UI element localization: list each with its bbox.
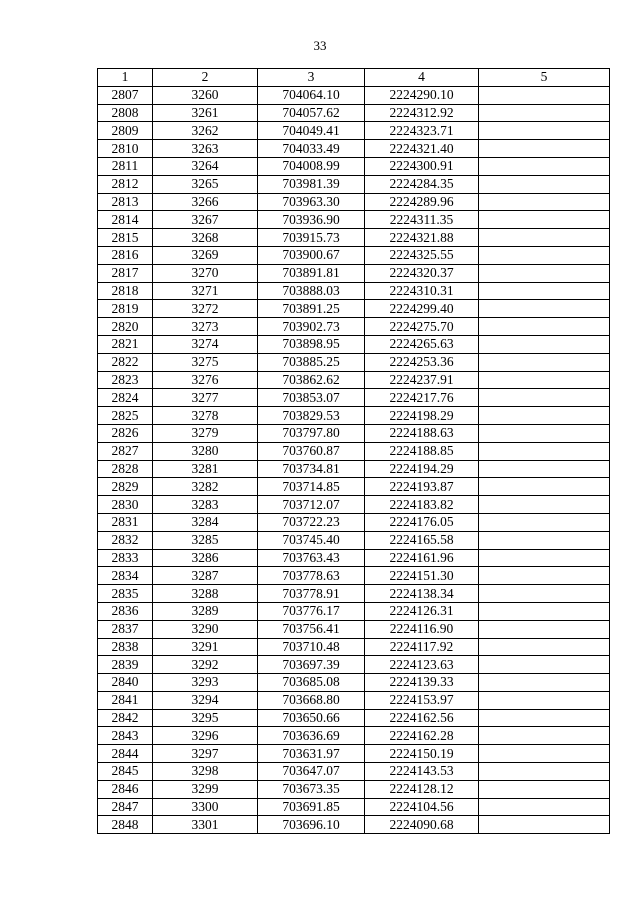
table-cell-col-5 (479, 175, 610, 193)
table-row (98, 282, 610, 300)
table-cell-col-4: 2224104.56 (365, 798, 479, 816)
table-cell-col-3: 703853.07 (258, 389, 365, 407)
table-cell-col-2: 3280 (153, 442, 258, 460)
table-row (98, 335, 610, 353)
table-cell-col-4: 2224188.63 (365, 424, 479, 442)
table-cell-col-3: 703685.08 (258, 674, 365, 692)
table-cell-col-1: 2820 (98, 318, 153, 336)
table-cell-col-5 (479, 745, 610, 763)
table-row (98, 602, 610, 620)
table-cell-col-1: 2828 (98, 460, 153, 478)
table-cell-col-2: 3288 (153, 585, 258, 603)
table-cell-col-4: 2224194.29 (365, 460, 479, 478)
table-row (98, 193, 610, 211)
table-row (98, 549, 610, 567)
table-cell-col-5 (479, 602, 610, 620)
table-cell-col-4: 2224161.96 (365, 549, 479, 567)
table-cell-col-1: 2845 (98, 763, 153, 781)
table-cell-col-3: 704033.49 (258, 140, 365, 158)
table-cell-col-2: 3298 (153, 763, 258, 781)
table-cell-col-3: 703745.40 (258, 531, 365, 549)
table-cell-col-3: 703891.81 (258, 264, 365, 282)
table-cell-col-1: 2827 (98, 442, 153, 460)
table-cell-col-4: 2224165.58 (365, 531, 479, 549)
table-cell-col-2: 3273 (153, 318, 258, 336)
table-cell-col-4: 2224290.10 (365, 86, 479, 104)
table-row (98, 407, 610, 425)
table-cell-col-1: 2842 (98, 709, 153, 727)
table-cell-col-5 (479, 424, 610, 442)
table-cell-col-5 (479, 389, 610, 407)
table-cell-col-4: 2224311.35 (365, 211, 479, 229)
table-cell-col-5 (479, 246, 610, 264)
table-cell-col-4: 2224312.92 (365, 104, 479, 122)
table-cell-col-4: 2224284.35 (365, 175, 479, 193)
table-cell-col-1: 2838 (98, 638, 153, 656)
table-row (98, 763, 610, 781)
table-cell-col-1: 2824 (98, 389, 153, 407)
table-cell-col-3: 703829.53 (258, 407, 365, 425)
table-cell-col-5 (479, 86, 610, 104)
table-cell-col-5 (479, 157, 610, 175)
table-cell-col-2: 3294 (153, 691, 258, 709)
table-cell-col-5 (479, 407, 610, 425)
table-cell-col-4: 2224176.05 (365, 513, 479, 531)
table-cell-col-4: 2224128.12 (365, 780, 479, 798)
table-cell-col-3: 703778.63 (258, 567, 365, 585)
table-cell-col-3: 703734.81 (258, 460, 365, 478)
table-cell-col-5 (479, 816, 610, 834)
table-cell-col-3: 703636.69 (258, 727, 365, 745)
table-cell-col-2: 3270 (153, 264, 258, 282)
table-cell-col-5 (479, 318, 610, 336)
table-cell-col-4: 2224310.31 (365, 282, 479, 300)
table-cell-col-1: 2832 (98, 531, 153, 549)
column-header-4: 4 (365, 69, 479, 87)
table-cell-col-3: 703673.35 (258, 780, 365, 798)
table-cell-col-5 (479, 691, 610, 709)
table-cell-col-2: 3300 (153, 798, 258, 816)
table-cell-col-5 (479, 727, 610, 745)
table-cell-col-2: 3276 (153, 371, 258, 389)
table-cell-col-5 (479, 335, 610, 353)
table-cell-col-1: 2848 (98, 816, 153, 834)
table-cell-col-2: 3290 (153, 620, 258, 638)
table-cell-col-2: 3268 (153, 229, 258, 247)
table-row (98, 780, 610, 798)
table-row (98, 371, 610, 389)
table-cell-col-3: 703756.41 (258, 620, 365, 638)
table-cell-col-5 (479, 264, 610, 282)
table-cell-col-1: 2843 (98, 727, 153, 745)
table-cell-col-5 (479, 674, 610, 692)
table-cell-col-4: 2224299.40 (365, 300, 479, 318)
table-cell-col-3: 703778.91 (258, 585, 365, 603)
table-cell-col-3: 703712.07 (258, 496, 365, 514)
table-cell-col-1: 2833 (98, 549, 153, 567)
table-row (98, 264, 610, 282)
table-cell-col-4: 2224321.40 (365, 140, 479, 158)
table-cell-col-3: 703696.10 (258, 816, 365, 834)
table-cell-col-5 (479, 549, 610, 567)
table-cell-col-1: 2839 (98, 656, 153, 674)
table-row (98, 816, 610, 834)
table-row (98, 585, 610, 603)
table-row (98, 140, 610, 158)
table-cell-col-1: 2818 (98, 282, 153, 300)
table-cell-col-4: 2224138.34 (365, 585, 479, 603)
table-cell-col-1: 2844 (98, 745, 153, 763)
table-cell-col-4: 2224188.85 (365, 442, 479, 460)
table-cell-col-2: 3269 (153, 246, 258, 264)
table-cell-col-3: 703862.62 (258, 371, 365, 389)
table-cell-col-4: 2224183.82 (365, 496, 479, 514)
table-cell-col-5 (479, 567, 610, 585)
table-cell-col-4: 2224321.88 (365, 229, 479, 247)
table-row (98, 389, 610, 407)
table-cell-col-4: 2224289.96 (365, 193, 479, 211)
table-cell-col-2: 3299 (153, 780, 258, 798)
table-row (98, 86, 610, 104)
table-cell-col-1: 2825 (98, 407, 153, 425)
table-cell-col-1: 2813 (98, 193, 153, 211)
table-cell-col-4: 2224117.92 (365, 638, 479, 656)
table-cell-col-2: 3293 (153, 674, 258, 692)
table-cell-col-3: 703714.85 (258, 478, 365, 496)
table-cell-col-5 (479, 620, 610, 638)
table-cell-col-4: 2224325.55 (365, 246, 479, 264)
table-cell-col-2: 3297 (153, 745, 258, 763)
table-row (98, 300, 610, 318)
table-cell-col-3: 703763.43 (258, 549, 365, 567)
table-cell-col-2: 3275 (153, 353, 258, 371)
table-cell-col-1: 2826 (98, 424, 153, 442)
table-cell-col-1: 2830 (98, 496, 153, 514)
table-cell-col-5 (479, 193, 610, 211)
table-cell-col-3: 703902.73 (258, 318, 365, 336)
table-cell-col-4: 2224193.87 (365, 478, 479, 496)
table-cell-col-2: 3274 (153, 335, 258, 353)
table-row (98, 709, 610, 727)
table-cell-col-1: 2819 (98, 300, 153, 318)
table-cell-col-5 (479, 798, 610, 816)
table-cell-col-1: 2823 (98, 371, 153, 389)
column-header-2: 2 (153, 69, 258, 87)
table-cell-col-5 (479, 763, 610, 781)
table-cell-col-2: 3266 (153, 193, 258, 211)
page-number: 33 (313, 38, 327, 53)
table-cell-col-1: 2835 (98, 585, 153, 603)
table-cell-col-5 (479, 282, 610, 300)
table-cell-col-4: 2224139.33 (365, 674, 479, 692)
table-row (98, 496, 610, 514)
table-cell-col-5 (479, 656, 610, 674)
table-cell-col-4: 2224090.68 (365, 816, 479, 834)
table-cell-col-3: 704008.99 (258, 157, 365, 175)
table-cell-col-3: 703710.48 (258, 638, 365, 656)
table-row (98, 104, 610, 122)
table-cell-col-3: 703891.25 (258, 300, 365, 318)
table-row (98, 318, 610, 336)
table-cell-col-1: 2815 (98, 229, 153, 247)
table-row (98, 353, 610, 371)
table-cell-col-1: 2816 (98, 246, 153, 264)
table-cell-col-1: 2841 (98, 691, 153, 709)
table-cell-col-1: 2829 (98, 478, 153, 496)
table-cell-col-2: 3283 (153, 496, 258, 514)
table-row (98, 745, 610, 763)
table-cell-col-2: 3285 (153, 531, 258, 549)
table-cell-col-4: 2224198.29 (365, 407, 479, 425)
table-cell-col-3: 703631.97 (258, 745, 365, 763)
table-cell-col-1: 2834 (98, 567, 153, 585)
table-cell-col-5 (479, 496, 610, 514)
table-cell-col-4: 2224116.90 (365, 620, 479, 638)
table-cell-col-5 (479, 300, 610, 318)
table-cell-col-2: 3279 (153, 424, 258, 442)
table-cell-col-4: 2224150.19 (365, 745, 479, 763)
table-cell-col-3: 703936.90 (258, 211, 365, 229)
table-header-row (98, 69, 610, 87)
table-cell-col-2: 3286 (153, 549, 258, 567)
table-cell-col-3: 703963.30 (258, 193, 365, 211)
table-cell-col-5 (479, 780, 610, 798)
table-cell-col-3: 703888.03 (258, 282, 365, 300)
table-cell-col-4: 2224323.71 (365, 122, 479, 140)
table-cell-col-3: 703650.66 (258, 709, 365, 727)
table-cell-col-1: 2837 (98, 620, 153, 638)
table-cell-col-3: 703697.39 (258, 656, 365, 674)
table-cell-col-4: 2224217.76 (365, 389, 479, 407)
table-cell-col-5 (479, 709, 610, 727)
table-row (98, 567, 610, 585)
table-cell-col-1: 2810 (98, 140, 153, 158)
table-cell-col-1: 2812 (98, 175, 153, 193)
table-cell-col-2: 3262 (153, 122, 258, 140)
table-cell-col-2: 3272 (153, 300, 258, 318)
table-cell-col-4: 2224253.36 (365, 353, 479, 371)
table-cell-col-4: 2224275.70 (365, 318, 479, 336)
table-cell-col-1: 2847 (98, 798, 153, 816)
table-cell-col-3: 703691.85 (258, 798, 365, 816)
table-row (98, 656, 610, 674)
table-cell-col-2: 3289 (153, 602, 258, 620)
table-cell-col-3: 704049.41 (258, 122, 365, 140)
table-cell-col-1: 2814 (98, 211, 153, 229)
table-cell-col-1: 2807 (98, 86, 153, 104)
table-cell-col-5 (479, 140, 610, 158)
table-cell-col-3: 703900.67 (258, 246, 365, 264)
table-cell-col-2: 3295 (153, 709, 258, 727)
table-cell-col-3: 703981.39 (258, 175, 365, 193)
table-cell-col-5 (479, 638, 610, 656)
table-cell-col-2: 3301 (153, 816, 258, 834)
table-cell-col-3: 703776.17 (258, 602, 365, 620)
table-cell-col-4: 2224300.91 (365, 157, 479, 175)
table-cell-col-5 (479, 442, 610, 460)
table-cell-col-5 (479, 585, 610, 603)
table-row (98, 798, 610, 816)
table-cell-col-5 (479, 371, 610, 389)
table-cell-col-3: 704064.10 (258, 86, 365, 104)
table-cell-col-4: 2224153.97 (365, 691, 479, 709)
table-cell-col-2: 3265 (153, 175, 258, 193)
table-row (98, 211, 610, 229)
table-cell-col-2: 3296 (153, 727, 258, 745)
table-row (98, 175, 610, 193)
table-cell-col-2: 3271 (153, 282, 258, 300)
table-cell-col-4: 2224162.56 (365, 709, 479, 727)
table-cell-col-2: 3287 (153, 567, 258, 585)
table-cell-col-4: 2224143.53 (365, 763, 479, 781)
table-cell-col-3: 703722.23 (258, 513, 365, 531)
table-row (98, 638, 610, 656)
table-row (98, 424, 610, 442)
table-cell-col-2: 3291 (153, 638, 258, 656)
table-row (98, 531, 610, 549)
table-cell-col-3: 703898.95 (258, 335, 365, 353)
table-row (98, 460, 610, 478)
column-header-5: 5 (479, 69, 610, 87)
table-cell-col-3: 704057.62 (258, 104, 365, 122)
table-row (98, 691, 610, 709)
table-cell-col-1: 2822 (98, 353, 153, 371)
table-cell-col-2: 3277 (153, 389, 258, 407)
table-cell-col-2: 3284 (153, 513, 258, 531)
table-cell-col-3: 703797.80 (258, 424, 365, 442)
table-cell-col-4: 2224320.37 (365, 264, 479, 282)
table-cell-col-2: 3261 (153, 104, 258, 122)
table-cell-col-1: 2831 (98, 513, 153, 531)
table-cell-col-4: 2224123.63 (365, 656, 479, 674)
table-row (98, 478, 610, 496)
table-cell-col-5 (479, 478, 610, 496)
table-row (98, 229, 610, 247)
table-cell-col-1: 2808 (98, 104, 153, 122)
table-row (98, 442, 610, 460)
column-header-1: 1 (98, 69, 153, 87)
table-cell-col-3: 703647.07 (258, 763, 365, 781)
table-cell-col-1: 2846 (98, 780, 153, 798)
table-cell-col-1: 2821 (98, 335, 153, 353)
table-cell-col-5 (479, 460, 610, 478)
table-row (98, 513, 610, 531)
table-cell-col-3: 703915.73 (258, 229, 365, 247)
table-row (98, 620, 610, 638)
table-cell-col-3: 703668.80 (258, 691, 365, 709)
table-cell-col-5 (479, 353, 610, 371)
coordinates-table (97, 68, 610, 834)
table-cell-col-2: 3282 (153, 478, 258, 496)
table-cell-col-5 (479, 104, 610, 122)
table-cell-col-4: 2224151.30 (365, 567, 479, 585)
table-cell-col-4: 2224265.63 (365, 335, 479, 353)
table-cell-col-2: 3281 (153, 460, 258, 478)
table-cell-col-1: 2840 (98, 674, 153, 692)
table-cell-col-1: 2836 (98, 602, 153, 620)
table-row (98, 727, 610, 745)
table-cell-col-4: 2224237.91 (365, 371, 479, 389)
table-cell-col-1: 2809 (98, 122, 153, 140)
table-cell-col-5 (479, 211, 610, 229)
table-cell-col-2: 3263 (153, 140, 258, 158)
table-cell-col-2: 3264 (153, 157, 258, 175)
table-cell-col-2: 3260 (153, 86, 258, 104)
table-row (98, 157, 610, 175)
table-cell-col-4: 2224126.31 (365, 602, 479, 620)
table-cell-col-4: 2224162.28 (365, 727, 479, 745)
table-row (98, 246, 610, 264)
table-cell-col-5 (479, 122, 610, 140)
table-cell-col-2: 3267 (153, 211, 258, 229)
table-cell-col-5 (479, 229, 610, 247)
table-cell-col-3: 703760.87 (258, 442, 365, 460)
table-cell-col-1: 2811 (98, 157, 153, 175)
table-cell-col-2: 3278 (153, 407, 258, 425)
table-body (98, 86, 610, 833)
table-cell-col-5 (479, 531, 610, 549)
table-cell-col-5 (479, 513, 610, 531)
table-cell-col-2: 3292 (153, 656, 258, 674)
table-row (98, 674, 610, 692)
table-row (98, 122, 610, 140)
table-cell-col-3: 703885.25 (258, 353, 365, 371)
column-header-3: 3 (258, 69, 365, 87)
table-cell-col-1: 2817 (98, 264, 153, 282)
